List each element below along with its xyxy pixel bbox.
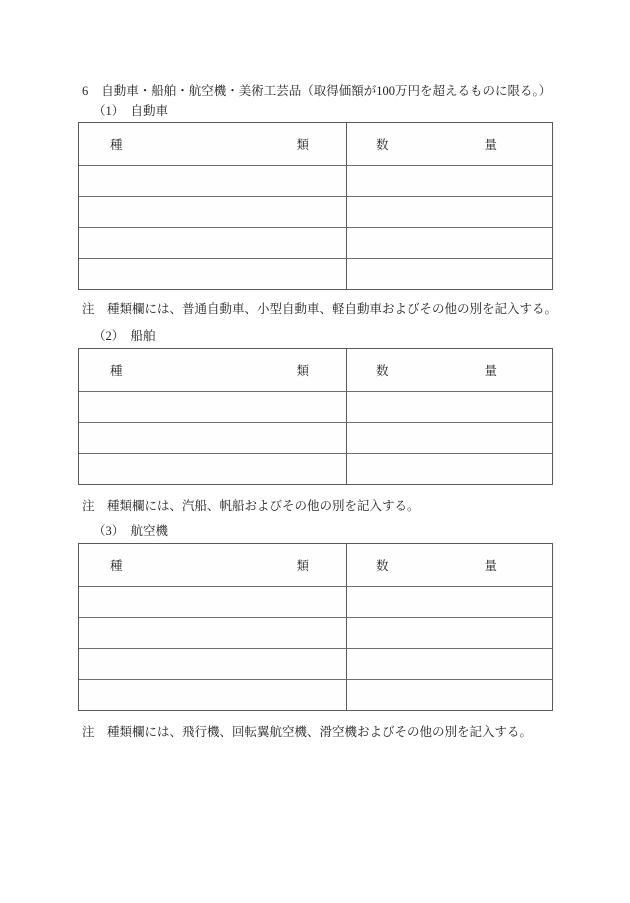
quantity-blank-cell — [347, 587, 552, 617]
quantity-blank-cell — [347, 454, 552, 484]
table-row — [79, 586, 552, 617]
kind-char-right: 類 — [296, 138, 309, 152]
section-number: 6 — [82, 84, 89, 98]
table-row — [79, 617, 552, 648]
kind-char-left: 種 — [110, 559, 123, 573]
quantity-char-left: 数 — [376, 364, 389, 378]
quantity-blank-cell — [347, 259, 552, 289]
kind-blank-cell — [79, 392, 347, 422]
table-row — [79, 453, 552, 484]
kind-char-right: 類 — [296, 364, 309, 378]
quantity-blank-cell — [347, 423, 552, 453]
kind-char-left: 種 — [110, 138, 123, 152]
table-row — [79, 165, 552, 196]
header-cell-quantity — [347, 349, 552, 391]
kind-blank-cell — [79, 680, 347, 710]
quantity-char-right: 量 — [484, 138, 497, 152]
table-row — [79, 227, 552, 258]
header-cell-quantity — [347, 544, 552, 586]
kind-blank-cell — [79, 618, 347, 648]
kind-blank-cell — [79, 649, 347, 679]
table-row — [79, 648, 552, 679]
vessel-table — [78, 348, 553, 485]
note-aircraft: 注 種類欄には、飛行機、回転翼航空機、滑空機およびその他の別を記入する。 — [82, 725, 533, 739]
section-heading — [82, 81, 551, 99]
kind-blank-cell — [79, 454, 347, 484]
quantity-char-left: 数 — [376, 559, 389, 573]
note-automobile: 注 種類欄には、普通自動車、小型自動車、軽自動車およびその他の別を記入する。 — [82, 302, 558, 316]
quantity-blank-cell — [347, 680, 552, 710]
kind-blank-cell — [79, 197, 347, 227]
kind-blank-cell — [79, 166, 347, 196]
table-row — [79, 258, 552, 289]
table-header-row — [79, 123, 552, 165]
header-cell-quantity — [347, 123, 552, 165]
subsection-label-aircraft: （3） 航空機 — [93, 524, 169, 538]
kind-blank-cell — [79, 423, 347, 453]
table-row — [79, 422, 552, 453]
table-row — [79, 679, 552, 710]
table-row — [79, 196, 552, 227]
table-row — [79, 391, 552, 422]
table-header-row — [79, 544, 552, 586]
kind-blank-cell — [79, 587, 347, 617]
kind-char-left: 種 — [110, 364, 123, 378]
quantity-blank-cell — [347, 197, 552, 227]
header-cell-kind — [79, 544, 347, 586]
header-cell-kind — [79, 123, 347, 165]
kind-blank-cell — [79, 259, 347, 289]
quantity-blank-cell — [347, 228, 552, 258]
kind-char-right: 類 — [296, 559, 309, 573]
subsection-label-automobile: （1） 自動車 — [93, 104, 169, 118]
quantity-blank-cell — [347, 166, 552, 196]
automobile-table — [78, 122, 553, 290]
quantity-blank-cell — [347, 618, 552, 648]
subsection-label-vessel: （2） 船舶 — [93, 329, 156, 343]
header-cell-kind — [79, 349, 347, 391]
section-title: 自動車・船舶・航空機・美術工芸品（取得価額が100万円を超えるものに限る。） — [101, 84, 552, 98]
quantity-char-right: 量 — [484, 559, 497, 573]
quantity-blank-cell — [347, 649, 552, 679]
kind-blank-cell — [79, 228, 347, 258]
quantity-char-right: 量 — [484, 364, 497, 378]
quantity-blank-cell — [347, 392, 552, 422]
aircraft-table — [78, 543, 553, 711]
note-vessel: 注 種類欄には、汽船、帆船およびその他の別を記入する。 — [82, 499, 420, 513]
quantity-char-left: 数 — [376, 138, 389, 152]
table-header-row — [79, 349, 552, 391]
